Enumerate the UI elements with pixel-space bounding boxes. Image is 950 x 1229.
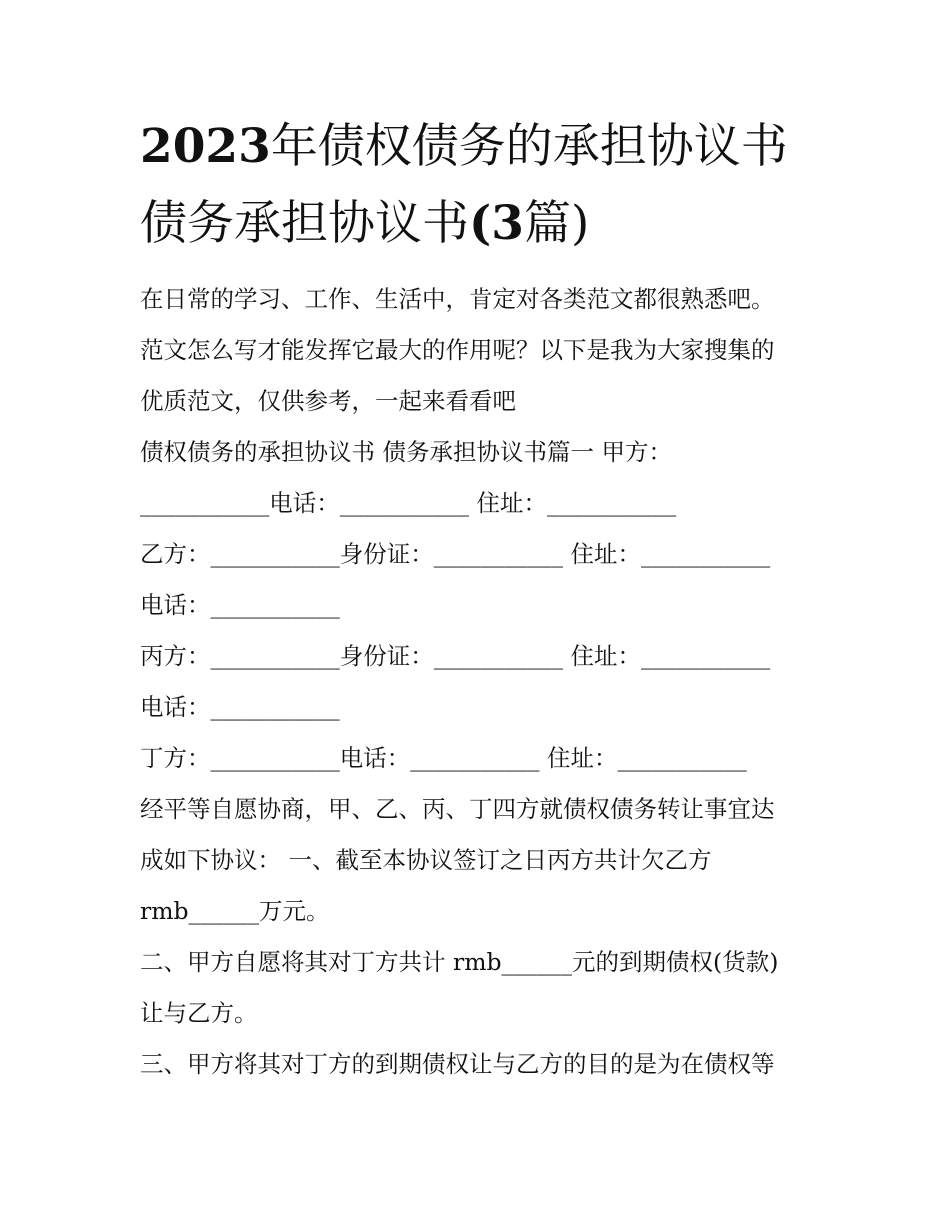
- document-title-line-1: [140, 110, 830, 184]
- title-count: (3: [469, 196, 524, 251]
- body-line-12: 成如下协议： 一、截至本协议签订之日丙方共计欠乙方: [140, 846, 712, 874]
- body-line-15: 让与乙方。: [140, 999, 258, 1027]
- body-line-4: 债权债务的承担协议书 债务承担协议书篇一 甲方：: [140, 438, 672, 466]
- body-line-3: 优质范文，仅供参考，一起来看看吧: [140, 387, 516, 415]
- body-line-8: 丙方：___________身份证：___________ 住址：___________: [140, 642, 771, 670]
- body-line-16: 三、甲方将其对丁方的到期债权让与乙方的目的是为在债权等: [140, 1050, 775, 1078]
- body-line-6: 乙方：___________身份证：___________ 住址：___________: [140, 540, 771, 568]
- document-title-line-2: [140, 187, 830, 261]
- body-line-5: ___________电话：___________ 住址：___________: [140, 489, 677, 517]
- title-line-2-suffix: 篇): [523, 196, 590, 251]
- body-line-13: rmb______万元。: [140, 897, 330, 925]
- body-line-9: 电话：___________: [140, 693, 340, 721]
- body-line-7: 电话：___________: [140, 591, 340, 619]
- title-year: 2023: [140, 119, 271, 174]
- body-line-11: 经平等自愿协商，甲、乙、丙、丁四方就债权债务转让事宜达: [140, 795, 775, 823]
- title-line-2-text: 债务承担协议书: [140, 196, 469, 251]
- body-line-2: 范文怎么写才能发挥它最大的作用呢？以下是我为大家搜集的: [140, 336, 775, 364]
- body-line-10: 丁方：___________电话：___________ 住址：___________: [140, 744, 747, 772]
- title-line-1-text: 年债权债务的承担协议书: [270, 119, 788, 174]
- body-line-14: 二、甲方自愿将其对丁方共计 rmb______元的到期债权(货款): [140, 948, 779, 976]
- body-line-1: 在日常的学习、工作、生活中，肯定对各类范文都很熟悉吧。: [140, 285, 775, 313]
